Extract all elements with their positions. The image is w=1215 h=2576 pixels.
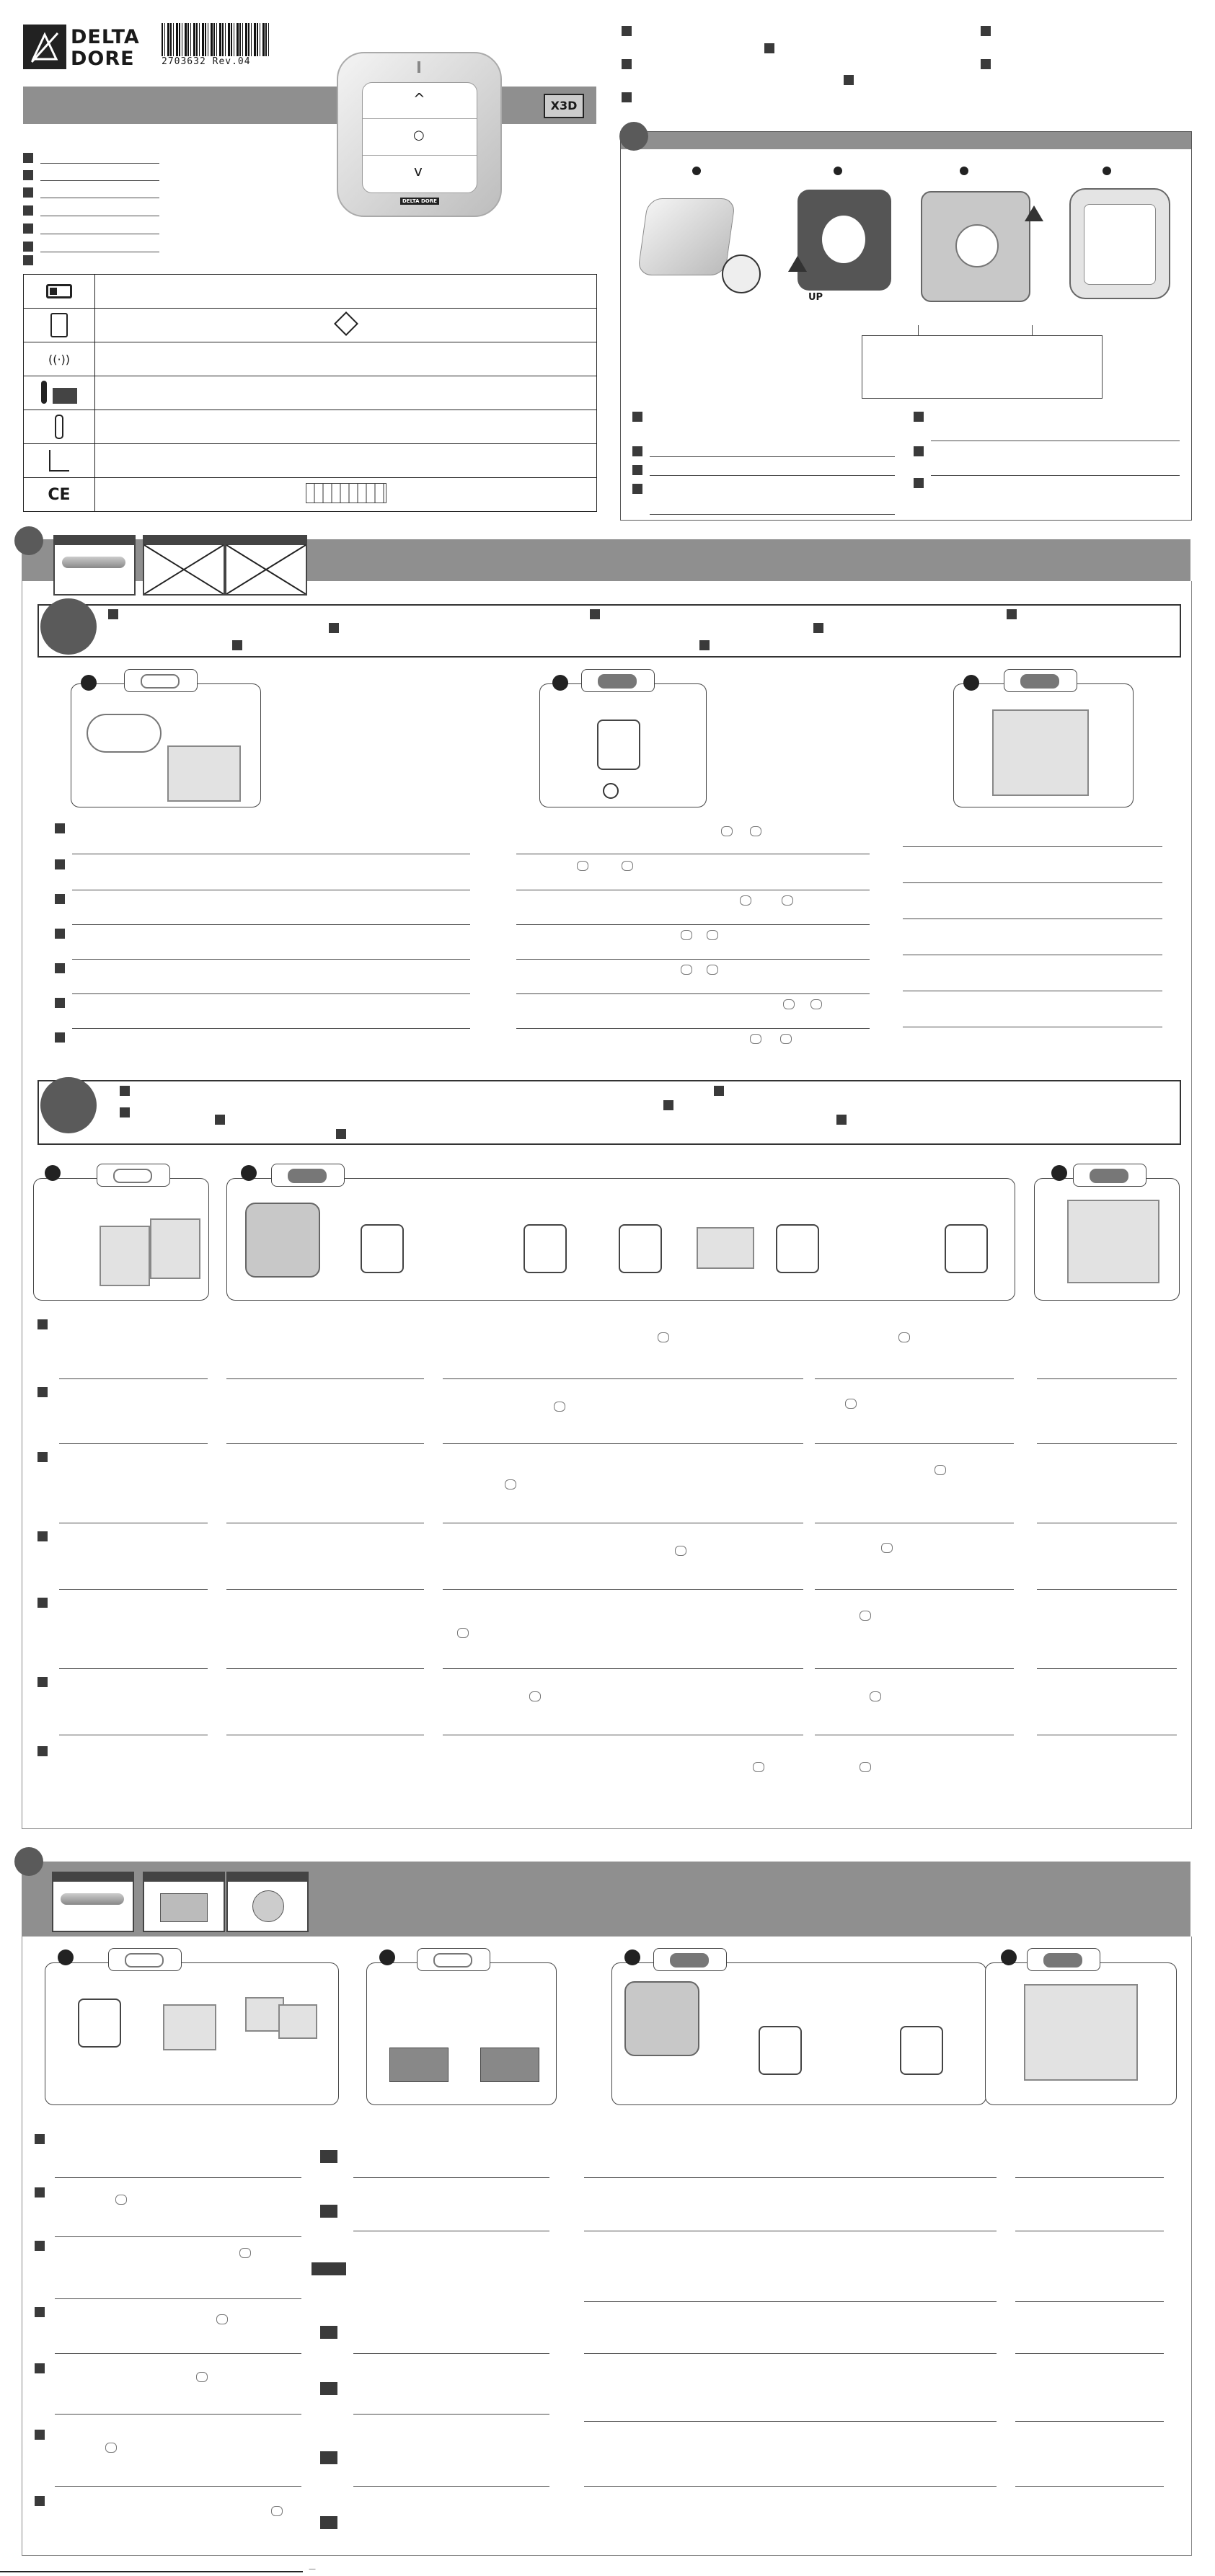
recycle-icon	[334, 311, 358, 336]
barcode	[162, 23, 270, 56]
install-step4-device	[1069, 188, 1170, 299]
logo-delta-icon	[29, 30, 61, 63]
brand-name-line1: DELTA	[71, 26, 140, 48]
up-label: UP	[808, 292, 823, 303]
header-band	[23, 87, 596, 124]
specs-table	[23, 274, 597, 512]
screwdriver-icon	[722, 254, 761, 293]
ce-mark-icon: CE	[48, 485, 71, 504]
product-badge: X3D	[544, 94, 584, 118]
device-stop-icon: ○	[413, 128, 425, 143]
callout-box	[862, 335, 1103, 399]
section3-frame	[22, 1937, 1192, 2556]
section3-product-motor	[52, 1872, 134, 1932]
device-image	[337, 52, 502, 217]
thermometer-icon	[55, 415, 63, 439]
device-up-icon: ^	[413, 90, 425, 107]
footer-rule	[0, 2571, 303, 2572]
battery-type-icon	[50, 313, 68, 337]
barcode-text: 2703632 Rev.04	[162, 56, 251, 67]
install-step2-plate	[798, 190, 891, 291]
section2-frame	[22, 581, 1192, 1829]
radio-icon: ((·))	[48, 352, 71, 366]
device-led	[417, 61, 420, 73]
section3-product-module	[143, 1872, 225, 1932]
device-label: DELTA DORE	[400, 198, 439, 205]
weee-doc-icon	[306, 483, 386, 503]
brand-logo	[23, 25, 146, 69]
temperature-box-icon	[41, 381, 77, 405]
device-down-icon: v	[414, 162, 423, 180]
brand-name-line2: DORE	[71, 48, 135, 70]
axis-icon	[49, 450, 69, 472]
warning-icon-2	[1025, 205, 1043, 221]
installation-panel	[620, 131, 1192, 521]
battery-icon	[46, 284, 72, 298]
install-step1-device	[637, 198, 735, 275]
footer-text: —	[309, 2565, 316, 2573]
warning-icon	[788, 256, 807, 272]
section3-product-round	[226, 1872, 309, 1932]
install-step3-back	[921, 191, 1030, 302]
